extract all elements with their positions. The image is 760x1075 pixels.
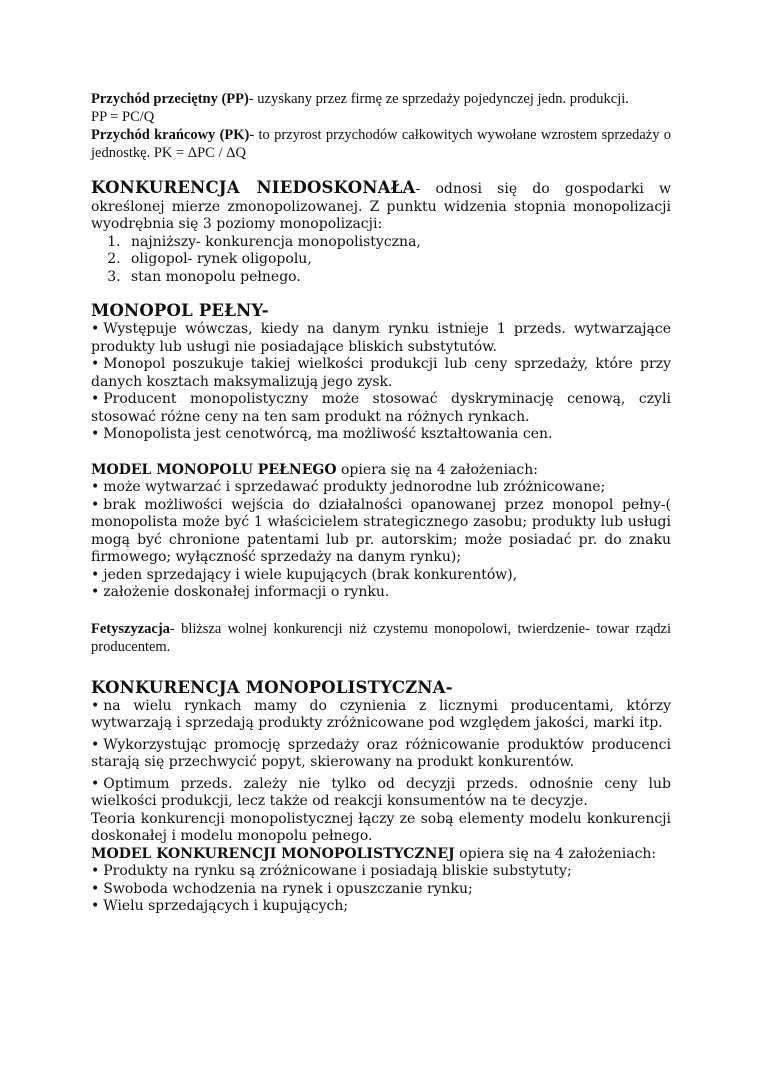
mp-heading-dash: - (261, 301, 269, 320)
km-heading-dash: - (445, 677, 453, 697)
mp-heading: MONOPOL PEŁNY (91, 301, 262, 320)
fet-text: - bliższa wolnej konkurencji niż czystemu monopolowi, twierdzenie- towar rządzi producentem. (91, 620, 671, 655)
mp-bullet: • Monopol poszukuje takiej wielkości produkcji lub ceny sprzedaży, które przy danych kosztach maksymalizują jego zysk. (91, 356, 671, 391)
mmp-heading: MODEL MONOPOLU PEŁNEGO (91, 461, 337, 478)
km-bullet: • na wielu rynkach mamy do czynienia z licznymi producentami, którzy wytwarzają i sprzedają produkty zróżnicowane pod względem jakości, marki itp. (91, 698, 671, 733)
mp-bullet: • Producent monopolistyczny może stosować dyskryminację cenową, czyli stosować różne ceny na ten sam produkt na różnych rynkach. (91, 391, 671, 426)
kn-levels-list (91, 234, 671, 287)
pp-term: Przychód przeciętny (PP) (91, 91, 249, 107)
km-bullet: • Wykorzystując promocję sprzedaży oraz różnicowanie produktów producenci starają się przechwycić popyt, skierowany na produkt konkurentów. (91, 737, 671, 772)
kn-paragraph (91, 178, 671, 234)
fetyszyzacja-paragraph (91, 620, 671, 656)
mp-heading-line (91, 301, 671, 321)
pp-formula: PP = PC/Q (91, 109, 155, 125)
mp-bullet: • Monopolista jest cenotwórcą, ma możliwość kształtowania cen. (91, 426, 671, 444)
mmp-bullet: • brak możliwości wejścia do działalności opanowanej przez monopol pełny-( monopolista może być 1 właścicielem strategicznego zasobu; produkty lub usługi mogą być chronione patentami lub pr. autorskim; może posiadać pr. do znaku firmowego; wyłączność sprzedaży na danym rynku); (91, 497, 671, 567)
mkm-bullet: • Produkty na rynku są zróżnicowane i posiadają bliskie substytuty; (91, 863, 671, 881)
mmp-bullet: • może wytwarzać i sprzedawać produkty jednorodne lub zróżnicowane; (91, 479, 671, 497)
page-content (91, 88, 671, 916)
pp-definition (91, 90, 671, 108)
mp-bullet: • Występuje wówczas, kiedy na danym rynku istnieje 1 przeds. wytwarzające produkty lub usługi nie posiadające bliskich substytutów. (91, 321, 671, 356)
km-heading-line (91, 678, 671, 698)
list-item: 2. oligopol- rynek oligopolu, (125, 251, 671, 269)
list-item: 3. stan monopolu pełnego. (125, 269, 671, 287)
km-bullet: • Optimum przeds. zależy nie tylko od decyzji przeds. odnośnie ceny lub wielkości produkcji, lecz także od reakcji konsumentów na te decyzje. (91, 776, 671, 811)
pp-def-text: - uzyskany przez firmę ze sprzedaży pojedynczej jedn. produkcji. (248, 91, 629, 107)
mkm-intro-line (91, 846, 671, 864)
list-item: 1. najniższy- konkurencja monopolistyczna, (125, 234, 671, 252)
mmp-bullet: • założenie doskonałej informacji o rynku. (91, 584, 671, 602)
km-theory: Teoria konkurencji monopolistycznej łączy ze sobą elementy modelu konkurencji doskonałej i modelu monopolu pełnego. (91, 810, 671, 844)
pk-term: Przychód krańcowy (PK) (91, 127, 250, 143)
pk-def-text: - to przyrost przychodów całkowitych wywołane wzrostem sprzedaży o jednostkę. PK = ΔPC / ΔQ (91, 127, 672, 161)
fet-term: Fetyszyzacja (91, 620, 170, 637)
mkm-bullet: • Wielu sprzedających i kupujących; (91, 898, 671, 916)
kn-text: - odnosi się do gospodarki w określonej mierze zmonopolizowanej. Z punktu widzenia stopnia monopolizacji wyodrębnia się 3 poziomy monopolizacji: (91, 181, 671, 232)
pk-definition (91, 126, 671, 162)
mmp-bullet: • jeden sprzedający i wiele kupujących (brak konkurentów), (91, 567, 671, 585)
km-heading: KONKURENCJA MONOPOLISTYCZNA (91, 677, 446, 697)
mmp-intro: opiera się na 4 założeniach: (336, 461, 538, 478)
mkm-heading: MODEL KONKURENCJI MONOPOLISTYCZNEJ (91, 845, 455, 862)
mmp-intro-line (91, 462, 671, 480)
mkm-bullet: • Swoboda wchodzenia na rynek i opuszczanie rynku; (91, 881, 671, 899)
mkm-intro: opiera się na 4 założeniach: (454, 845, 657, 862)
kn-heading: KONKURENCJA NIEDOSKONAŁA (91, 178, 416, 197)
